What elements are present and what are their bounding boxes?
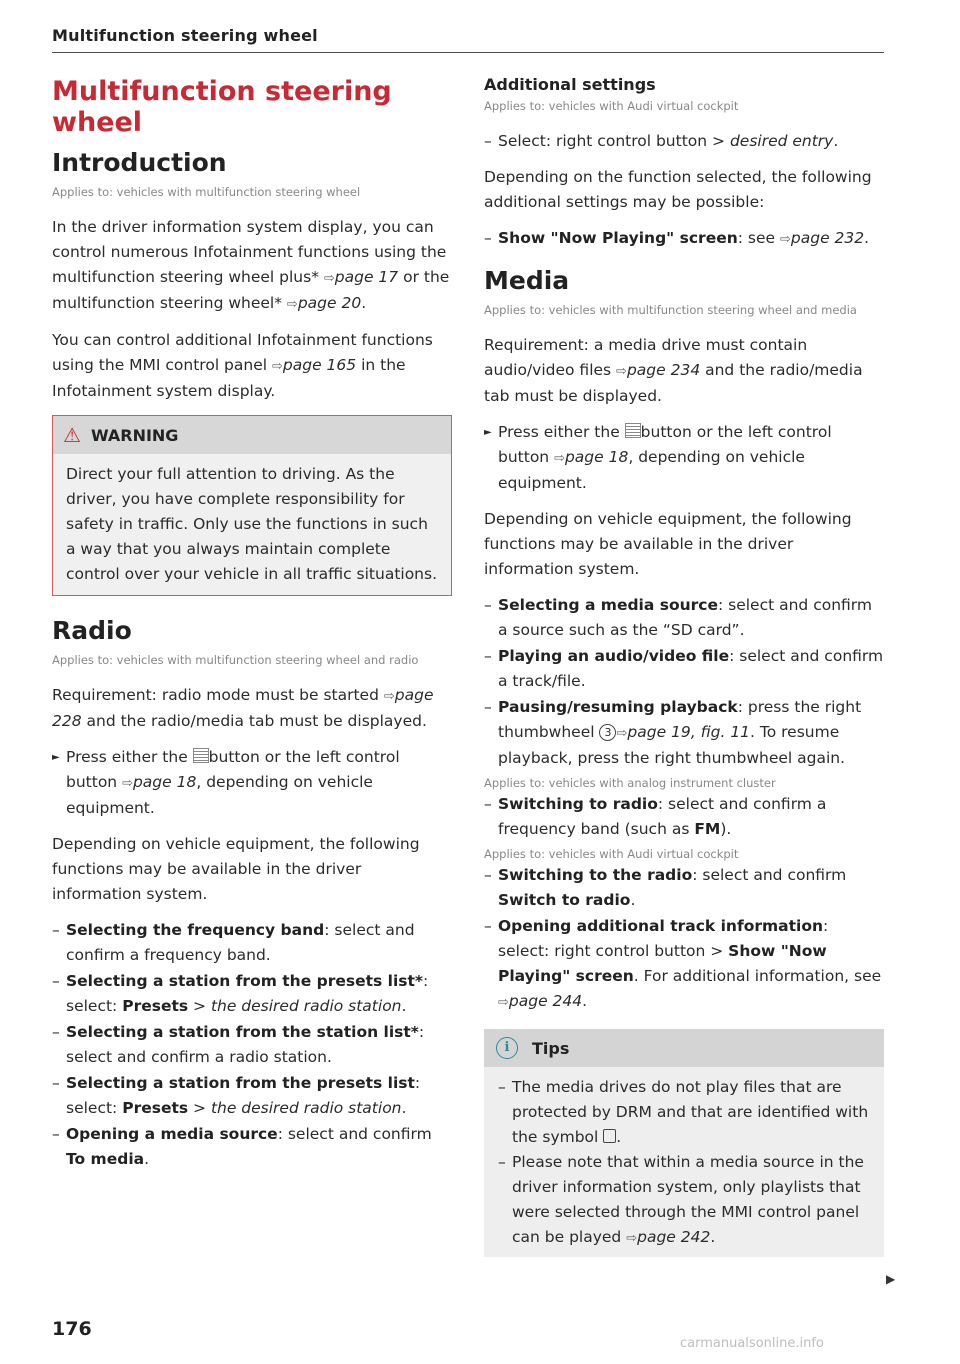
section-title-additional-settings: Additional settings [484, 75, 656, 94]
page-link[interactable]: page 19, fig. 11 [627, 723, 751, 741]
text: The media drives do not play files that are protected by DRM and that are identified with the symbol [512, 1078, 869, 1146]
text: : select and confirm a frequency band (such as [498, 795, 827, 838]
menu-button-icon [193, 748, 209, 763]
item-term: Playing an audio/video file [498, 647, 730, 665]
dash: – [484, 596, 492, 614]
text: Requirement: radio mode must be started [52, 686, 384, 704]
text: the desired radio station [210, 1099, 402, 1117]
warning-box [52, 415, 452, 596]
item-term: Opening additional track information [498, 917, 824, 935]
menu-term: Presets [122, 997, 189, 1015]
text: > [188, 997, 211, 1015]
text: . [864, 229, 870, 247]
item-term: Pausing/resuming playback [498, 698, 738, 716]
media-dependency: Depending on vehicle equipment, the following functions may be available in the driver information system. [484, 510, 852, 578]
text: . [361, 294, 367, 312]
text: button or the left control button [66, 748, 400, 791]
item-term: Selecting a media source [498, 596, 718, 614]
info-icon: i [496, 1037, 518, 1059]
dash: – [52, 921, 60, 939]
page-link[interactable]: page 228 [52, 686, 434, 730]
text: desired entry [729, 132, 834, 150]
item-term: Switching to radio [498, 795, 658, 813]
arrow-icon: ⇨ [122, 776, 133, 791]
item-term: Selecting the frequency band [66, 921, 325, 939]
text: or the multifunction steering wheel* [52, 268, 450, 312]
dash: – [52, 1023, 60, 1041]
dash: – [498, 1078, 506, 1096]
drm-lock-icon [603, 1129, 616, 1143]
text: : select: [66, 972, 429, 1015]
item-term: Selecting a station from the station list* [66, 1023, 419, 1041]
arrow-icon: ⇨ [616, 726, 628, 741]
page-link[interactable]: page 232 [790, 229, 865, 247]
dash: – [52, 972, 60, 990]
page-link[interactable]: page 165 [282, 356, 357, 374]
arrow-icon: ⇨ [780, 232, 791, 247]
list-item [484, 593, 884, 643]
list-item [484, 226, 884, 252]
text: in the Infotainment system display. [52, 356, 406, 400]
text: ). [720, 820, 732, 838]
text: . To resume playback, press the right thumbwheel again. [498, 723, 846, 767]
radio-step [52, 745, 452, 821]
item-term: Switching to the radio [498, 866, 693, 884]
text: Press either the [498, 423, 625, 441]
dash: – [484, 795, 492, 813]
callout-number: 3 [599, 724, 616, 741]
text: : select and confirm [277, 1125, 432, 1143]
media-step [484, 420, 884, 496]
text: : select: [66, 1074, 421, 1117]
item-term: Selecting a station from the presets list* [66, 972, 424, 990]
tip-item [498, 1150, 872, 1251]
tips-body [484, 1067, 884, 1257]
text: : select and confirm [692, 866, 847, 884]
list-item [52, 1071, 452, 1121]
tip-item [498, 1075, 872, 1150]
intro-paragraph-1 [52, 215, 452, 317]
list-item [52, 1122, 452, 1172]
page-link[interactable]: page 17 [334, 268, 399, 286]
step-triangle-icon: ► [52, 752, 60, 763]
watermark: carmanualsonline.info [680, 1336, 824, 1351]
list-item [484, 792, 884, 842]
text: : select and confirm a radio station. [66, 1023, 425, 1066]
list-item [484, 695, 884, 771]
list-item [52, 969, 452, 1019]
arrow-icon: ⇨ [323, 271, 335, 286]
page-link[interactable]: page 234 [626, 361, 701, 379]
radio-requirement [52, 683, 452, 734]
text: the desired radio station [210, 997, 402, 1015]
list-item [484, 644, 884, 694]
dash: – [498, 1153, 506, 1171]
text: and the radio/media tab must be displayed. [81, 712, 427, 730]
menu-term: FM [694, 820, 721, 838]
section-title-radio: Radio [52, 616, 132, 645]
text: . [582, 992, 588, 1010]
dash: – [484, 917, 492, 935]
page-link[interactable]: page 18 [132, 773, 197, 791]
page-link[interactable]: page 20 [297, 294, 362, 312]
dash: – [484, 132, 492, 150]
applies-note: Applies to: vehicles with multifunction steering wheel [52, 185, 361, 199]
text: . [710, 1228, 716, 1246]
text: > [188, 1099, 211, 1117]
text: button or the left control button [498, 423, 832, 466]
list-item [484, 129, 884, 154]
list-item [52, 918, 452, 968]
arrow-icon: ⇨ [616, 364, 627, 379]
applies-note: Applies to: vehicles with Audi virtual cockpit [484, 99, 739, 113]
text: Select: right control button > [498, 132, 730, 150]
continue-arrow-icon: ▶ [886, 1272, 896, 1286]
menu-term: Switch to radio [498, 891, 631, 909]
text: . [833, 132, 839, 150]
arrow-icon: ⇨ [272, 359, 283, 374]
applies-note: Applies to: vehicles with analog instrument cluster [484, 776, 776, 790]
media-requirement [484, 333, 884, 409]
item-term: Opening a media source [66, 1125, 278, 1143]
chapter-title: Multifunction steering wheel [52, 76, 392, 138]
text: : select and confirm a frequency band. [66, 921, 415, 964]
text: : see [737, 229, 780, 247]
dash: – [52, 1125, 60, 1143]
dash: – [484, 229, 492, 247]
arrow-icon: ⇨ [498, 995, 509, 1010]
applies-note: Applies to: vehicles with multifunction steering wheel and radio [52, 653, 419, 667]
list-item [52, 1020, 452, 1070]
applies-note: Applies to: vehicles with multifunction steering wheel and media [484, 303, 857, 317]
left-column [52, 68, 452, 1173]
right-column [484, 68, 884, 1257]
intro-paragraph-2 [52, 328, 452, 404]
radio-dependency: Depending on vehicle equipment, the following functions may be available in the driver information system. [52, 835, 420, 903]
tips-title: Tips [532, 1038, 570, 1058]
step-triangle-icon: ► [484, 427, 492, 438]
text: : select: right control button > [498, 917, 829, 960]
item-term: Show "Now Playing" screen [498, 229, 738, 247]
warning-text: Direct your full attention to driving. As the driver, you have complete responsibility for safety in traffic. Only use the functions in such a way that you always maintain complete control over your vehicle in all traffic situations. [53, 454, 451, 595]
page-link[interactable]: page 242 [637, 1228, 711, 1246]
warning-header [53, 416, 451, 454]
text: In the driver information system display, you can control numerous Infotainment functions using the multifunction steering wheel plus* [52, 218, 447, 286]
text: . [616, 1128, 622, 1146]
list-item [484, 914, 884, 1015]
text: : press the right thumbwheel [498, 698, 862, 741]
menu-term: To media [66, 1150, 145, 1168]
text: : select and confirm a track/file. [498, 647, 884, 690]
text: Requirement: a media drive must contain audio/video files [484, 336, 808, 379]
text: . [401, 1099, 407, 1117]
text: Please note that within a media source in the driver information system, only playlists that were selected through the MMI control panel can be played [512, 1153, 864, 1246]
text: and the radio/media tab must be displayed. [484, 361, 863, 405]
header-rule [52, 52, 884, 53]
section-title-introduction: Introduction [52, 148, 227, 177]
arrow-icon: ⇨ [554, 451, 565, 466]
dash: – [484, 698, 492, 716]
tips-box [484, 1029, 884, 1257]
arrow-icon: ⇨ [286, 297, 298, 312]
list-item [484, 863, 884, 913]
menu-term: Presets [122, 1099, 189, 1117]
text: : select and confirm a source such as the “SD card”. [498, 596, 872, 639]
section-title-media: Media [484, 266, 570, 295]
dash: – [52, 1074, 60, 1092]
tips-header [484, 1029, 884, 1067]
text: , depending on vehicle equipment. [66, 773, 373, 817]
item-term: Selecting a station from the presets list [66, 1074, 415, 1092]
running-header: Multifunction steering wheel [52, 26, 318, 45]
text: , depending on vehicle equipment. [498, 448, 805, 492]
text: . For additional information, see [633, 967, 882, 985]
dash: – [484, 647, 492, 665]
text: Press either the [66, 748, 193, 766]
text: You can control additional Infotainment functions using the MMI control panel [52, 331, 433, 374]
dash: – [484, 866, 492, 884]
warning-title: WARNING [90, 425, 179, 445]
page-link[interactable]: page 18 [564, 448, 629, 466]
menu-button-icon [625, 423, 641, 438]
text: . [630, 891, 636, 909]
text: . [144, 1150, 150, 1168]
additional-dependency: Depending on the function selected, the following additional settings may be possible: [484, 168, 872, 211]
arrow-icon: ⇨ [383, 689, 395, 704]
arrow-icon: ⇨ [626, 1231, 638, 1246]
warning-triangle-icon: ⚠ [63, 423, 81, 447]
menu-term: Show "Now Playing" screen [498, 942, 827, 985]
page-number: 176 [52, 1318, 92, 1340]
applies-note: Applies to: vehicles with Audi virtual cockpit [484, 847, 739, 861]
text: . [401, 997, 407, 1015]
page-link[interactable]: page 244 [508, 992, 583, 1010]
